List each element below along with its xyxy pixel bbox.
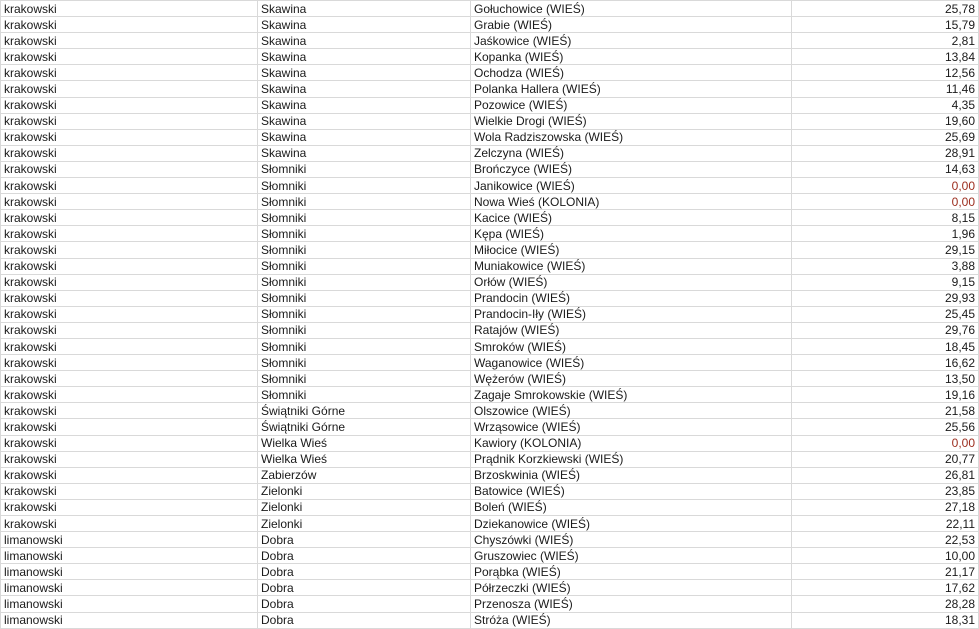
table-row xyxy=(1,178,979,194)
gmina-cell: Słomniki xyxy=(258,178,471,194)
powiat-cell: krakowski xyxy=(1,17,258,33)
gmina-cell: Świątniki Górne xyxy=(258,403,471,419)
miejscowosc-cell: Waganowice (WIEŚ) xyxy=(471,355,792,371)
powiat-cell: krakowski xyxy=(1,113,258,129)
table-row xyxy=(1,145,979,161)
table-row xyxy=(1,516,979,532)
miejscowosc-cell: Kępa (WIEŚ) xyxy=(471,226,792,242)
table-row xyxy=(1,113,979,129)
value-cell: 0,00 xyxy=(792,435,979,451)
powiat-cell: krakowski xyxy=(1,49,258,65)
value-cell: 21,58 xyxy=(792,403,979,419)
gmina-cell: Skawina xyxy=(258,113,471,129)
value-cell: 19,60 xyxy=(792,113,979,129)
gmina-cell: Skawina xyxy=(258,49,471,65)
miejscowosc-cell: Polanka Hallera (WIEŚ) xyxy=(471,81,792,97)
value-cell: 29,15 xyxy=(792,242,979,258)
table-row xyxy=(1,242,979,258)
value-cell: 19,16 xyxy=(792,387,979,403)
table-row xyxy=(1,483,979,499)
value-cell: 26,81 xyxy=(792,467,979,483)
value-cell: 2,81 xyxy=(792,33,979,49)
miejscowosc-cell: Brzoskwinia (WIEŚ) xyxy=(471,467,792,483)
miejscowosc-cell: Porąbka (WIEŚ) xyxy=(471,564,792,580)
powiat-cell: krakowski xyxy=(1,290,258,306)
gmina-cell: Skawina xyxy=(258,1,471,17)
miejscowosc-cell: Półrzeczki (WIEŚ) xyxy=(471,580,792,596)
value-cell: 1,96 xyxy=(792,226,979,242)
miejscowosc-cell: Wola Radziszowska (WIEŚ) xyxy=(471,129,792,145)
gmina-cell: Słomniki xyxy=(258,306,471,322)
powiat-cell: krakowski xyxy=(1,419,258,435)
gmina-cell: Dobra xyxy=(258,596,471,612)
gmina-cell: Słomniki xyxy=(258,258,471,274)
miejscowosc-cell: Kopanka (WIEŚ) xyxy=(471,49,792,65)
table-row xyxy=(1,564,979,580)
table-row xyxy=(1,33,979,49)
value-cell: 0,00 xyxy=(792,194,979,210)
value-cell: 25,69 xyxy=(792,129,979,145)
miejscowosc-cell: Boleń (WIEŚ) xyxy=(471,499,792,515)
powiat-cell: krakowski xyxy=(1,178,258,194)
gmina-cell: Słomniki xyxy=(258,194,471,210)
powiat-cell: krakowski xyxy=(1,403,258,419)
table-row xyxy=(1,161,979,177)
gmina-cell: Zielonki xyxy=(258,516,471,532)
powiat-cell: krakowski xyxy=(1,499,258,515)
table-row xyxy=(1,435,979,451)
miejscowosc-cell: Stróża (WIEŚ) xyxy=(471,612,792,628)
miejscowosc-cell: Prandocin (WIEŚ) xyxy=(471,290,792,306)
powiat-cell: krakowski xyxy=(1,355,258,371)
miejscowosc-cell: Janikowice (WIEŚ) xyxy=(471,178,792,194)
table-row xyxy=(1,1,979,17)
value-cell: 13,84 xyxy=(792,49,979,65)
miejscowosc-cell: Ochodza (WIEŚ) xyxy=(471,65,792,81)
value-cell: 22,11 xyxy=(792,516,979,532)
miejscowosc-cell: Zelczyna (WIEŚ) xyxy=(471,145,792,161)
table-row xyxy=(1,387,979,403)
powiat-cell: krakowski xyxy=(1,161,258,177)
table-row xyxy=(1,17,979,33)
value-cell: 11,46 xyxy=(792,81,979,97)
gmina-cell: Zielonki xyxy=(258,499,471,515)
gmina-cell: Słomniki xyxy=(258,274,471,290)
gmina-cell: Skawina xyxy=(258,97,471,113)
value-cell: 18,31 xyxy=(792,612,979,628)
powiat-cell: krakowski xyxy=(1,274,258,290)
gmina-cell: Zielonki xyxy=(258,483,471,499)
powiat-cell: krakowski xyxy=(1,435,258,451)
table-row xyxy=(1,322,979,338)
powiat-cell: krakowski xyxy=(1,242,258,258)
powiat-cell: krakowski xyxy=(1,338,258,354)
table-row xyxy=(1,548,979,564)
gmina-cell: Skawina xyxy=(258,33,471,49)
miejscowosc-cell: Pozowice (WIEŚ) xyxy=(471,97,792,113)
powiat-cell: krakowski xyxy=(1,129,258,145)
table-row xyxy=(1,274,979,290)
gmina-cell: Dobra xyxy=(258,612,471,628)
miejscowosc-cell: Jaśkowice (WIEŚ) xyxy=(471,33,792,49)
gmina-cell: Słomniki xyxy=(258,242,471,258)
miejscowosc-cell: Orłów (WIEŚ) xyxy=(471,274,792,290)
value-cell: 29,93 xyxy=(792,290,979,306)
miejscowosc-cell: Przenosza (WIEŚ) xyxy=(471,596,792,612)
powiat-cell: krakowski xyxy=(1,516,258,532)
table-row xyxy=(1,65,979,81)
powiat-cell: krakowski xyxy=(1,483,258,499)
gmina-cell: Słomniki xyxy=(258,226,471,242)
miejscowosc-cell: Smroków (WIEŚ) xyxy=(471,338,792,354)
gmina-cell: Skawina xyxy=(258,65,471,81)
value-cell: 28,91 xyxy=(792,145,979,161)
value-cell: 20,77 xyxy=(792,451,979,467)
gmina-cell: Świątniki Górne xyxy=(258,419,471,435)
gmina-cell: Słomniki xyxy=(258,371,471,387)
miejscowosc-cell: Muniakowice (WIEŚ) xyxy=(471,258,792,274)
table-row xyxy=(1,210,979,226)
miejscowosc-cell: Gruszowiec (WIEŚ) xyxy=(471,548,792,564)
powiat-cell: krakowski xyxy=(1,371,258,387)
powiat-cell: krakowski xyxy=(1,322,258,338)
miejscowosc-cell: Wielkie Drogi (WIEŚ) xyxy=(471,113,792,129)
table-row xyxy=(1,355,979,371)
value-cell: 18,45 xyxy=(792,338,979,354)
table-row xyxy=(1,371,979,387)
miejscowosc-cell: Nowa Wieś (KOLONIA) xyxy=(471,194,792,210)
powiat-cell: krakowski xyxy=(1,145,258,161)
miejscowosc-cell: Kacice (WIEŚ) xyxy=(471,210,792,226)
powiat-cell: krakowski xyxy=(1,387,258,403)
powiat-cell: krakowski xyxy=(1,258,258,274)
miejscowosc-cell: Miłocice (WIEŚ) xyxy=(471,242,792,258)
table-body xyxy=(1,1,979,629)
value-cell: 10,00 xyxy=(792,548,979,564)
gmina-cell: Wielka Wieś xyxy=(258,451,471,467)
powiat-cell: krakowski xyxy=(1,33,258,49)
value-cell: 12,56 xyxy=(792,65,979,81)
table-row xyxy=(1,258,979,274)
value-cell: 9,15 xyxy=(792,274,979,290)
value-cell: 4,35 xyxy=(792,97,979,113)
table-row xyxy=(1,451,979,467)
gmina-cell: Dobra xyxy=(258,548,471,564)
gmina-cell: Słomniki xyxy=(258,355,471,371)
table-row xyxy=(1,403,979,419)
miejscowosc-cell: Batowice (WIEŚ) xyxy=(471,483,792,499)
gmina-cell: Słomniki xyxy=(258,290,471,306)
powiat-cell: limanowski xyxy=(1,612,258,628)
table-row xyxy=(1,580,979,596)
table-row xyxy=(1,499,979,515)
powiat-cell: krakowski xyxy=(1,1,258,17)
powiat-cell: limanowski xyxy=(1,564,258,580)
powiat-cell: limanowski xyxy=(1,596,258,612)
value-cell: 28,28 xyxy=(792,596,979,612)
gmina-cell: Słomniki xyxy=(258,322,471,338)
powiat-cell: krakowski xyxy=(1,467,258,483)
miejscowosc-cell: Grabie (WIEŚ) xyxy=(471,17,792,33)
value-cell: 25,78 xyxy=(792,1,979,17)
powiat-cell: krakowski xyxy=(1,451,258,467)
gmina-cell: Zabierzów xyxy=(258,467,471,483)
value-cell: 17,62 xyxy=(792,580,979,596)
powiat-cell: krakowski xyxy=(1,65,258,81)
miejscowosc-cell: Prandocin-Iły (WIEŚ) xyxy=(471,306,792,322)
value-cell: 13,50 xyxy=(792,371,979,387)
table-row xyxy=(1,194,979,210)
table-row xyxy=(1,306,979,322)
powiat-cell: limanowski xyxy=(1,548,258,564)
value-cell: 25,56 xyxy=(792,419,979,435)
gmina-cell: Skawina xyxy=(258,129,471,145)
miejscowosc-cell: Zagaje Smrokowskie (WIEŚ) xyxy=(471,387,792,403)
miejscowosc-cell: Brończyce (WIEŚ) xyxy=(471,161,792,177)
table-row xyxy=(1,81,979,97)
miejscowosc-cell: Olszowice (WIEŚ) xyxy=(471,403,792,419)
gmina-cell: Skawina xyxy=(258,17,471,33)
miejscowosc-cell: Chyszówki (WIEŚ) xyxy=(471,532,792,548)
table-row xyxy=(1,467,979,483)
gmina-cell: Słomniki xyxy=(258,210,471,226)
value-cell: 22,53 xyxy=(792,532,979,548)
gmina-cell: Słomniki xyxy=(258,338,471,354)
table-row xyxy=(1,49,979,65)
powiat-cell: krakowski xyxy=(1,81,258,97)
value-cell: 0,00 xyxy=(792,178,979,194)
miejscowosc-cell: Kawiory (KOLONIA) xyxy=(471,435,792,451)
table-row xyxy=(1,290,979,306)
table-row xyxy=(1,97,979,113)
miejscowosc-cell: Prądnik Korzkiewski (WIEŚ) xyxy=(471,451,792,467)
table-row xyxy=(1,419,979,435)
table-row xyxy=(1,129,979,145)
powiat-cell: krakowski xyxy=(1,194,258,210)
gmina-cell: Skawina xyxy=(258,145,471,161)
powiat-cell: krakowski xyxy=(1,226,258,242)
miejscowosc-cell: Wężerów (WIEŚ) xyxy=(471,371,792,387)
value-cell: 25,45 xyxy=(792,306,979,322)
value-cell: 23,85 xyxy=(792,483,979,499)
value-cell: 3,88 xyxy=(792,258,979,274)
value-cell: 8,15 xyxy=(792,210,979,226)
table-row xyxy=(1,532,979,548)
gmina-cell: Dobra xyxy=(258,564,471,580)
miejscowosc-cell: Wrząsowice (WIEŚ) xyxy=(471,419,792,435)
powiat-cell: limanowski xyxy=(1,532,258,548)
value-cell: 14,63 xyxy=(792,161,979,177)
powiat-cell: krakowski xyxy=(1,210,258,226)
gmina-cell: Skawina xyxy=(258,81,471,97)
miejscowosc-cell: Gołuchowice (WIEŚ) xyxy=(471,1,792,17)
value-cell: 16,62 xyxy=(792,355,979,371)
value-cell: 15,79 xyxy=(792,17,979,33)
table-row xyxy=(1,226,979,242)
table-row xyxy=(1,596,979,612)
powiat-cell: krakowski xyxy=(1,97,258,113)
gmina-cell: Słomniki xyxy=(258,387,471,403)
value-cell: 27,18 xyxy=(792,499,979,515)
powiat-cell: krakowski xyxy=(1,306,258,322)
miejscowosc-cell: Dziekanowice (WIEŚ) xyxy=(471,516,792,532)
powiat-cell: limanowski xyxy=(1,580,258,596)
value-cell: 29,76 xyxy=(792,322,979,338)
table-row xyxy=(1,338,979,354)
gmina-cell: Dobra xyxy=(258,532,471,548)
gmina-cell: Słomniki xyxy=(258,161,471,177)
gmina-cell: Wielka Wieś xyxy=(258,435,471,451)
miejscowosc-cell: Ratajów (WIEŚ) xyxy=(471,322,792,338)
table-row xyxy=(1,612,979,628)
value-cell: 21,17 xyxy=(792,564,979,580)
gmina-cell: Dobra xyxy=(258,580,471,596)
